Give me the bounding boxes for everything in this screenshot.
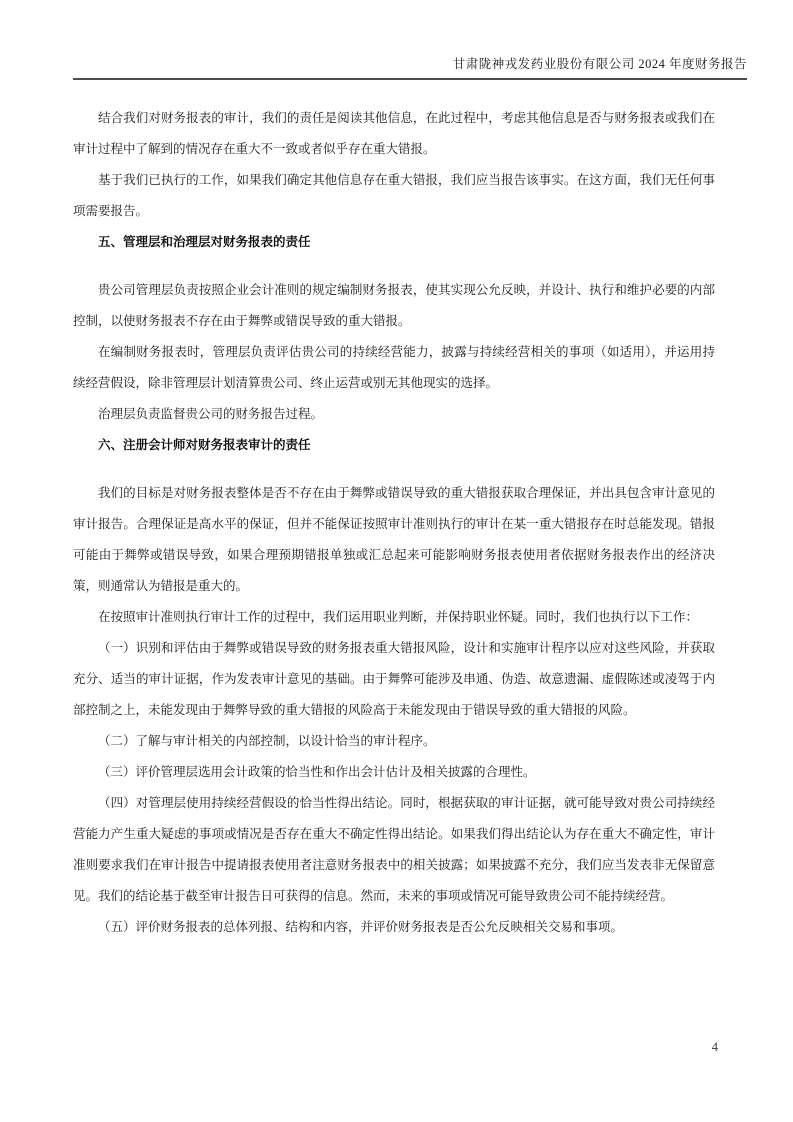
section-heading: 五、管理层和治理层对财务报表的责任 — [98, 235, 311, 249]
page-header — [73, 54, 747, 80]
paragraph: （二）了解与审计相关的内部控制，以设计恰当的审计程序。 — [98, 734, 436, 748]
paragraph: （一）识别和评估由于舞弊或错误导致的财务报表重大错报风险，设计和实施审计程序以应对这些风险，并获取充分、适当的审计证据，作为发表审计意见的基础。由于舞弊可能涉及串通、伪造、故意遗漏、虚假陈述或凌驾于内部控制之上，未能发现由于舞弊导致的重大错报的风险高于未能发现由于错误导致的重大错报的风险。 — [73, 641, 715, 717]
paragraph: （三）评价管理层选用会计政策的恰当性和作出会计估计及相关披露的合理性。 — [98, 765, 536, 779]
header-title: 甘肃陇神戎发药业股份有限公司 2024 年度财务报告 — [452, 57, 747, 71]
section-heading: 六、注册会计师对财务报表审计的责任 — [98, 438, 311, 452]
paragraph: 在按照审计准则执行审计工作的过程中，我们运用职业判断，并保持职业怀疑。同时，我们也执行以下工作： — [98, 610, 699, 624]
paragraph: （四）对管理层使用持续经营假设的恰当性得出结论。同时，根据获取的审计证据，就可能导致对贵公司持续经营能力产生重大疑虑的事项或情况是否存在重大不确定性得出结论。如果我们得出结论认为存在重大不确定性，审计准则要求我们在审计报告中提请报表使用者注意财务报表中的相关披露；如果披露不充分，我们应当发表非无保留意见。我们的结论基于截至审计报告日可获得的信息。然而，未来的事项或情况可能导致贵公司不能持续经营。 — [73, 796, 715, 903]
document-body — [73, 103, 715, 943]
paragraph: 治理层负责监督贵公司的财务报告过程。 — [98, 407, 324, 421]
paragraph: 基于我们已执行的工作，如果我们确定其他信息存在重大错报，我们应当报告该事实。在这方面，我们无任何事项需要报告。 — [73, 173, 715, 218]
paragraph: 在编制财务报表时，管理层负责评估贵公司的持续经营能力，披露与持续经营相关的事项（如适用），并运用持续经营假设，除非管理层计划清算贵公司、终止运营或别无其他现实的选择。 — [73, 345, 715, 390]
page-number: 4 — [711, 1040, 718, 1054]
paragraph: 贵公司管理层负责按照企业会计准则的规定编制财务报表，使其实现公允反映，并设计、执行和维护必要的内部控制，以使财务报表不存在由于舞弊或错误导致的重大错报。 — [73, 283, 715, 328]
paragraph: 结合我们对财务报表的审计，我们的责任是阅读其他信息，在此过程中，考虑其他信息是否与财务报表或我们在审计过程中了解到的情况存在重大不一致或者似乎存在重大错报。 — [73, 111, 715, 156]
page-footer — [712, 1040, 718, 1055]
paragraph: 我们的目标是对财务报表整体是否不存在由于舞弊或错误导致的重大错报获取合理保证，并出具包含审计意见的审计报告。合理保证是高水平的保证，但并不能保证按照审计准则执行的审计在某一重大错报存在时总能发现。错报可能由于舞弊或错误导致，如果合理预期错报单独或汇总起来可能影响财务报表使用者依据财务报表作出的经济决策，则通常认为错报是重大的。 — [73, 486, 715, 593]
paragraph: （五）评价财务报表的总体列报、结构和内容，并评价财务报表是否公允反映相关交易和事项。 — [98, 920, 624, 934]
